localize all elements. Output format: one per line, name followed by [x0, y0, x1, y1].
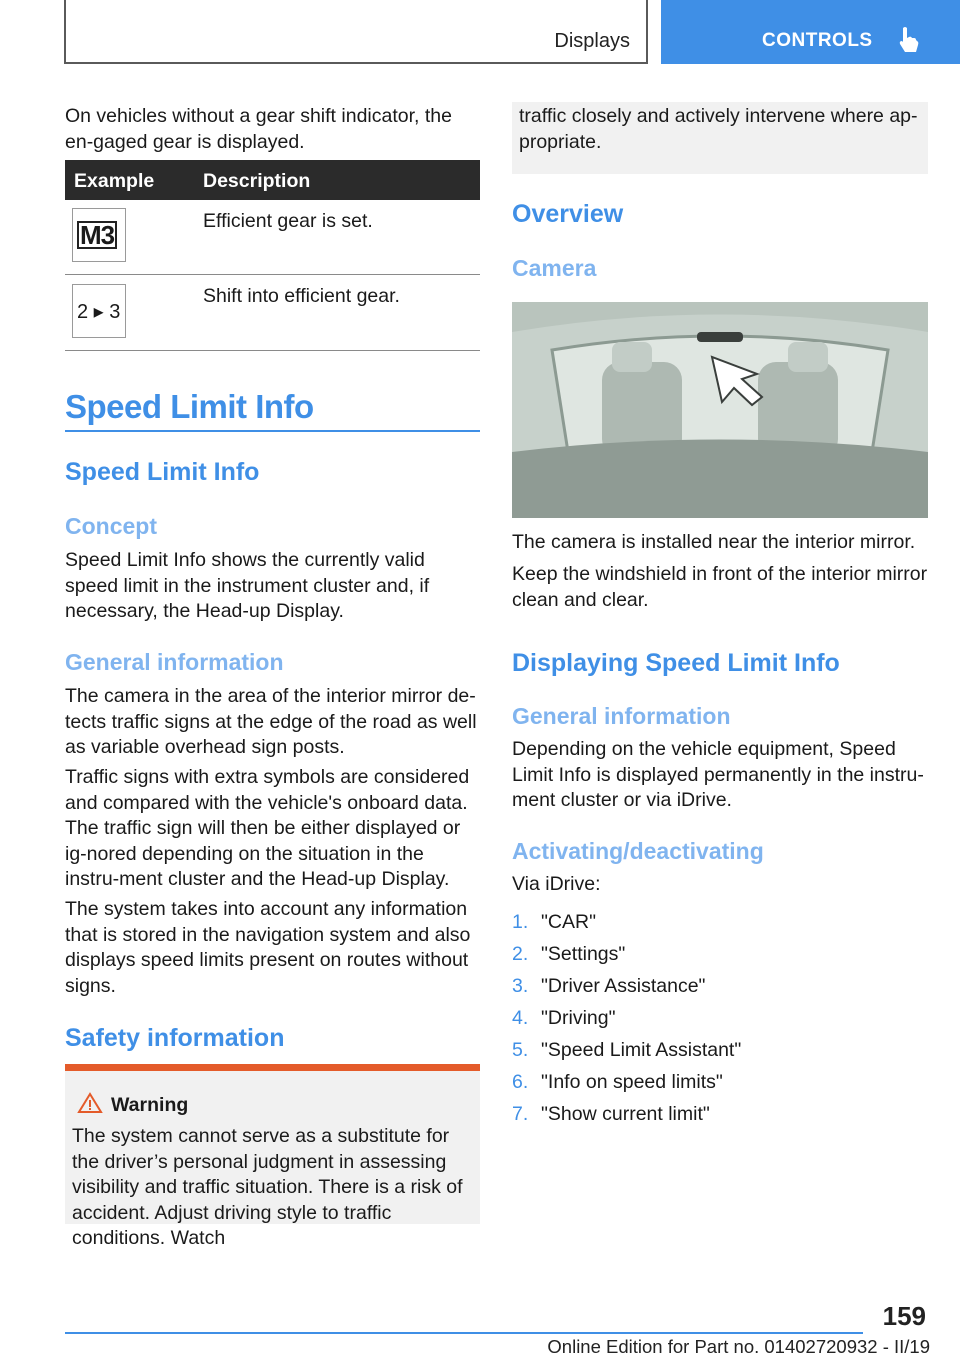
list-item: 4. "Driving" [512, 1007, 616, 1029]
section-title: Displays [554, 30, 630, 52]
list-item: 3. "Driver Assistance" [512, 975, 706, 997]
warning-bar [65, 1064, 480, 1071]
heading-overview: Overview [512, 200, 624, 228]
section-heading-speed-limit: Speed Limit Info [65, 458, 260, 486]
gear-symbol-shift: 2 ▸ 3 [72, 284, 126, 338]
header-section-box [64, 0, 648, 64]
chapter-title: CONTROLS [762, 30, 873, 51]
warning-continuation-text: traffic closely and actively intervene where ap-propriate. [519, 105, 918, 153]
warning-box [65, 1064, 480, 1249]
list-item: 7. "Show current limit" [512, 1103, 710, 1125]
warning-title: Warning [111, 1094, 189, 1116]
via-idrive-text: Via iDrive: [512, 873, 601, 895]
heading-general-information: General information [65, 649, 284, 675]
camera-location-image [512, 302, 928, 518]
warning-continuation-box [512, 102, 928, 174]
heading-safety-information: Safety information [65, 1024, 285, 1052]
table-cell-description: Shift into efficient gear. [203, 285, 400, 307]
heading-camera: Camera [512, 255, 597, 281]
pointing-hand-icon [897, 26, 919, 59]
concept-paragraph: Speed Limit Info shows the currently valid speed limit in the instrument cluster and, if necessary, the Head-up Display. [65, 549, 430, 622]
general-paragraph-right: Depending on the vehicle equipment, Speed Limit Info is displayed permanently in the instru-ment cluster or via iDrive. [512, 738, 924, 811]
page-title: Speed Limit Info [65, 388, 314, 425]
gear-symbol-m3: M3 [72, 208, 126, 262]
page-number: 159 [882, 1301, 926, 1331]
camera-caption: The camera is installed near the interior mirror. [512, 531, 916, 553]
warning-triangle-icon [77, 1092, 103, 1119]
chapter-tab[interactable] [661, 0, 960, 64]
intro-paragraph: On vehicles without a gear shift indicator, the en-gaged gear is displayed. [65, 105, 452, 153]
table-header [65, 160, 480, 200]
heading-general-information-right: General information [512, 703, 731, 729]
camera-paragraph: Keep the windshield in front of the interior mirror clean and clear. [512, 563, 928, 611]
heading-concept: Concept [65, 513, 157, 539]
column-header-example: Example [74, 170, 155, 192]
footer-rule [65, 1332, 863, 1334]
general-paragraph-2: Traffic signs with extra symbols are considered and compared with the vehicle's onboard data. The traffic sign will then be either displayed or ig-nored depending on the situation in the instru-ment cluster and the Head-up Display. [65, 766, 470, 890]
general-paragraph-3: The system takes into account any information that is stored in the navigation system and also displays speed limits present on routes without signs. [65, 898, 471, 997]
heading-activating: Activating/deactivating [512, 838, 764, 864]
table-cell-description: Efficient gear is set. [203, 210, 373, 232]
gear-table [65, 160, 480, 351]
warning-text: The system cannot serve as a substitute for the driver’s personal judgment in assessing visibility and traffic situation. There is a risk of accident. Adjust driving style to traffic conditions. Watch [72, 1125, 463, 1249]
table-row [65, 275, 480, 351]
table-row [65, 200, 480, 275]
footer-edition: Online Edition for Part no. 01402720932 - II/19 [547, 1336, 930, 1357]
list-item: 2. "Settings" [512, 943, 626, 965]
heading-displaying-speed-limit: Displaying Speed Limit Info [512, 649, 840, 677]
list-item: 1. "CAR" [512, 911, 597, 933]
list-item: 5. "Speed Limit Assistant" [512, 1039, 742, 1061]
general-paragraph-1: The camera in the area of the interior mirror de-tects traffic signs at the edge of the road as well as variable overhead sign posts. [65, 685, 477, 758]
column-header-description: Description [203, 170, 311, 192]
title-rule [65, 430, 480, 432]
list-item: 6. "Info on speed limits" [512, 1071, 723, 1093]
